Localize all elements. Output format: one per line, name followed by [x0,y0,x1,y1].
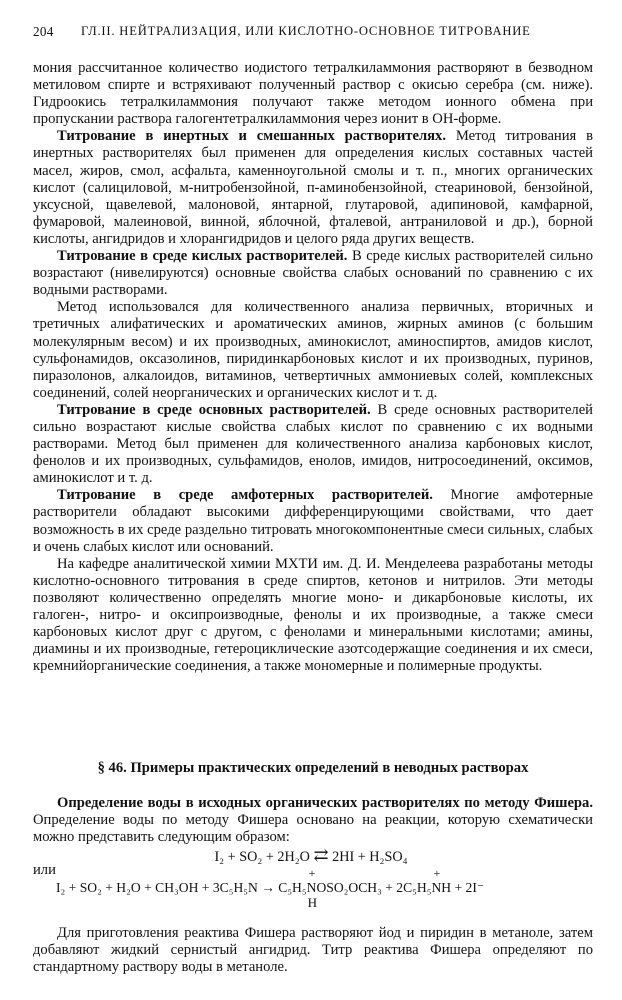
subsection [33,795,593,846]
paragraph: Титрование в среде амфотерных растворителей. Многие амфотерные растворители обладают высокими дифференцирующими свойствами, что дает возможность в их среде раздельно титровать многокомпонентные смеси сильных, слабых и очень слабых кислот или оснований. [33,487,593,555]
section-title: § 46. Примеры практических определений в неводных растворах [97,760,529,776]
hydrogen-atom: H [307,895,318,910]
equilibrium-arrow: ⇄ [313,845,329,865]
paragraph: Метод использовался для количественного анализа первичных, вторичных и третичных алифатических и ароматических аминов, жирных аминов (с большим молекулярным весом) и их производных, аминокислот, аминоспиртов, амидов кислот, сульфонамидов, оксазолинов, пиридинкарбоновых кислот и их производных, пуринов, пиразолонов, алкалоидов, витаминов, четвертичных аммониевых солей, комплексных соединений, солей неорганических и органических кислот и т. д. [33,299,593,401]
equation-1: I₂ + SO₂ + 2H₂O ⇄ 2HI + H₂SO₄ [214,845,408,865]
paragraph-heading: Титрование в среде кислых растворителей. [57,248,348,265]
paragraph: Для приготовления реактива Фишера растворяют йод и пиридин в метаноле, затем добавляют жидкий сернистый ангидрид. Титр реактива Фишера определяют по стандартному раствору воды в метаноле. [33,925,593,976]
paragraph-heading: Титрование в среде амфотерных растворителей. [57,487,433,504]
paragraph: Определение воды в исходных органических растворителях по методу Фишера. Определение воды по методу Фишера основано на реакции, которую схематически можно представить следующим образом: [33,795,593,846]
paragraph: Титрование в среде кислых растворителей. В среде кислых растворителей сильно возрастают (нивелируются) основные свойства слабых оснований по сравнению с их водными растворами. [33,248,593,299]
charge-plus: + [308,866,316,880]
running-header [33,24,593,46]
reaction-arrow: → [261,880,275,895]
final-text [33,925,593,976]
paragraph-heading: Титрование в среде основных растворителей. [57,401,371,418]
page-number: 204 [33,24,54,39]
or-word: или [33,862,56,878]
paragraph: Титрование в среде основных растворителей. В среде основных растворителей сильно возрастают кислые свойства слабых кислот по сравнению с их водными растворами. Метод был применен для количественного анализа карбоновых кислот, фенолов и их производных, сульфамидов, енолов, имидов, нитросоединений, оксимов, аминокислот и т. д. [33,401,593,487]
paragraph: Титрование в инертных и смешанных растворителях. Метод титрования в инертных растворителях был применен для определения кислых составных частей масел, жиров, смол, асфальта, каменноугольной смолы и т. п., многих органических кислот (салициловой, м-нитробензойной, п-аминобензойной, стеариновой, бензойной, уксусной, щавелевой, малоновой, янтарной, глутаровой, адипиновой, камфарной, фумаровой, малеиновой, винной, яблочной, фталевой, антраниловой и др.), борной кислоты, ангидридов и хлорангидридов и целого ряда других веществ. [33,128,593,247]
main-text [33,60,593,675]
paragraph-heading: Определение воды в исходных органических растворителях по методу Фишера. [57,795,593,811]
paragraph: мония рассчитанное количество иодистого тетралкиламмония растворяют в безводном метиловом спирте и встряхивают полученный раствор с окисью серебра (см. ниже). Гидроокись тетралкиламмония получают также методом ионного обмена при пропускании раствора галогентетралкиламмония через ионит в ОН-форме. [33,60,593,128]
chapter-title: ГЛ.II. НЕЙТРАЛИЗАЦИЯ, ИЛИ КИСЛОТНО-ОСНОВНОЕ ТИТРОВАНИЕ [81,24,531,38]
charge-plus: + [433,866,441,880]
paragraph-heading: Титрование в инертных и смешанных растворителях. [57,128,446,145]
pyridinium-nitrogen: + N [431,866,442,895]
quaternary-nitrogen: + N H [306,866,318,910]
equation-2: I₂ + SO₂ + H₂O + CH₃OH + 3C₅H₅N → C₅H₅ + N H OSO₂OCH₃ + 2C₅H₅ + NH + 2I⁻ [56,866,485,910]
paragraph: На кафедре аналитической химии МХТИ им. Д. И. Менделеева разработаны методы кислотно-основного титрования в среде спиртов, кетонов и нитрилов. Эти методы позволяют количественно определять многие моно- и дикарбоновые кислоты, их галоген-, нитро- и оксипроизводные, фенолы и их производные, а также смеси карбоновых кислот друг с другом, с фенолами и минеральными кислотами; амины, диамины и их производные, гетероциклические азотсодержащие соединения и их смеси, кремнийорганические соединения, а также мономерные и полимерные продукты. [33,555,593,675]
